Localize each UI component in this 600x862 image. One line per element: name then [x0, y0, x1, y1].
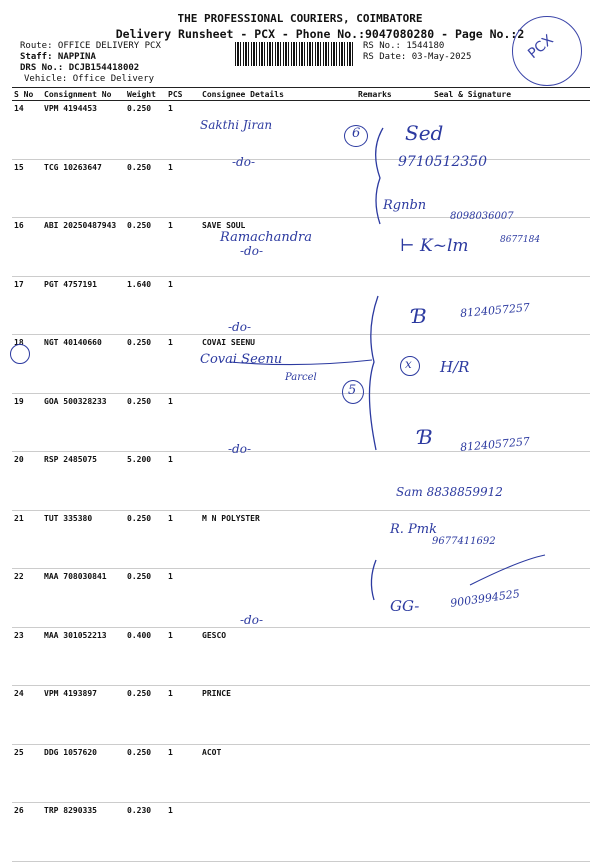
hw-r26-sign: 9003994525 [449, 587, 521, 610]
cell-pcs: 1 [166, 627, 200, 686]
cell-pcs: 1 [166, 276, 200, 335]
cell-weight: 5.200 [125, 452, 166, 511]
cell-sno: 15 [12, 159, 42, 218]
cell-consignment: RSP 2485075 [42, 452, 125, 511]
rs-date: RS Date: 03-May-2025 [363, 52, 472, 62]
hw-signature-scribble: R. Pmk [390, 522, 438, 537]
cell-weight: 0.250 [125, 159, 166, 218]
cell-pcs: 1 [166, 393, 200, 452]
cell-sno: 25 [12, 744, 42, 803]
cell-weight: 0.230 [125, 803, 166, 862]
col-consignment: Consignment No [42, 88, 125, 101]
col-consignee: Consignee Details [200, 88, 356, 101]
cell-weight: 0.250 [125, 686, 166, 745]
cell-remarks [356, 803, 408, 862]
company-name: THE PROFESSIONAL COURIERS, COIMBATORE [177, 12, 423, 25]
hw-x-mark: x [405, 357, 412, 371]
hw-r15-sign: 9710512350 [398, 154, 488, 170]
cell-weight: 0.250 [125, 744, 166, 803]
cell-consignee: SAVE SOUL [200, 218, 356, 277]
hw-r21-remark: 5 [348, 383, 357, 398]
cell-consignee: COVAI SEENU [200, 335, 356, 394]
hw-r23-sign: Sam 8838859912 [396, 485, 503, 499]
hw-r14-remark: 6 [352, 126, 361, 141]
hw-r22-ditto: -do- [228, 442, 252, 456]
cell-consignee: PRINCE [200, 686, 356, 745]
cell-pcs: 1 [166, 569, 200, 628]
cell-sno: 24 [12, 686, 42, 745]
table-row [12, 803, 590, 862]
cell-consignment: ABI 20250487943 [42, 218, 125, 277]
cell-consignment: MAA 708030841 [42, 569, 125, 628]
hw-signature-scribble: ⊢ K~lm [400, 236, 469, 256]
hw-signature-scribble: Ɓ [418, 425, 433, 449]
cell-sno: 22 [12, 569, 42, 628]
cell-consignment: NGT 40140660 [42, 335, 125, 394]
hw-r17-name: Ramachandra [220, 230, 312, 245]
hw-r14-name: Sakthi Jiran [200, 118, 273, 132]
hw-r20-name: Covai Seenu [200, 352, 283, 367]
cell-weight: 0.400 [125, 627, 166, 686]
cell-weight: 0.250 [125, 510, 166, 569]
col-pcs: PCS [166, 88, 200, 101]
cell-sno: 17 [12, 276, 42, 335]
col-weight: Weight [125, 88, 166, 101]
cell-pcs: 1 [166, 101, 200, 160]
stamp-text: PCX [525, 31, 557, 63]
cell-consignee: M N POLYSTER [200, 510, 356, 569]
cell-weight: 0.250 [125, 569, 166, 628]
cell-pcs: 1 [166, 452, 200, 511]
cell-sno: 19 [12, 393, 42, 452]
cell-consignment: MAA 301052213 [42, 627, 125, 686]
cell-sno: 14 [12, 101, 42, 160]
cell-pcs: 1 [166, 510, 200, 569]
cell-consignee [200, 803, 356, 862]
cell-weight: 1.640 [125, 276, 166, 335]
col-remarks: Remarks [356, 88, 408, 101]
cell-pcs: 1 [166, 686, 200, 745]
hw-signature-scribble: Rgnbn [383, 198, 427, 213]
cell-consignment: VPM 4194453 [42, 101, 125, 160]
cell-sno: 26 [12, 803, 42, 862]
cell-consignment: TCG 10263647 [42, 159, 125, 218]
hw-r17-ditto: -do- [240, 244, 264, 258]
cell-consignee: ACOT [200, 744, 356, 803]
hw-r19-sign: 8124057257 [459, 300, 531, 321]
cell-consignment: GOA 500328233 [42, 393, 125, 452]
hw-r22-sign: 8124057257 [459, 434, 531, 455]
runsheet-title: Delivery Runsheet - PCX - Phone No.:9047080280 - Page No.:2 [115, 27, 525, 41]
hw-r19-ditto: -do- [228, 320, 252, 334]
cell-pcs: 1 [166, 218, 200, 277]
cell-pcs: 1 [166, 335, 200, 394]
cell-sno: 21 [12, 510, 42, 569]
cell-weight: 0.250 [125, 335, 166, 394]
hw-r15-ditto: -do- [232, 155, 256, 169]
hw-r20-note: Parcel [285, 372, 317, 383]
cell-sno: 20 [12, 452, 42, 511]
drs-number: DRS No.: DCJB154418002 [20, 63, 140, 73]
staff-info: Staff: NAPPINA [20, 52, 96, 62]
route-info: Route: OFFICE DELIVERY PCX [20, 41, 161, 51]
cell-sno: 16 [12, 218, 42, 277]
cell-consignment: TUT 335380 [42, 510, 125, 569]
cell-sno: 23 [12, 627, 42, 686]
cell-pcs: 1 [166, 803, 200, 862]
hw-r20-sign: H/R [440, 358, 470, 376]
cell-weight: 0.250 [125, 218, 166, 277]
cell-consignment: PGT 4757191 [42, 276, 125, 335]
cell-sno: 18 [12, 335, 42, 394]
cell-consignment: DDG 1057620 [42, 744, 125, 803]
hw-signature-scribble: GG- [390, 597, 420, 615]
hw-r26-ditto: -do- [240, 613, 264, 627]
hw-r17-sign: 8677184 [500, 235, 541, 245]
hw-r16-sign: 8098036007 [450, 211, 514, 222]
cell-signature [408, 803, 590, 862]
hw-r24-sign: 9677411692 [432, 536, 496, 547]
cell-consignment: TRP 8290335 [42, 803, 125, 862]
hw-signature-scribble: Ɓ [412, 304, 427, 328]
vehicle-info: Vehicle: Office Delivery [24, 74, 155, 84]
cell-pcs: 1 [166, 744, 200, 803]
cell-weight: 0.250 [125, 393, 166, 452]
cell-weight: 0.250 [125, 101, 166, 160]
hw-signature-scribble: Sed [405, 121, 444, 145]
col-sno: S No [12, 88, 42, 101]
col-signature: Seal & Signature [408, 88, 590, 101]
cell-pcs: 1 [166, 159, 200, 218]
rs-number: RS No.: 1544180 [363, 41, 445, 51]
cell-consignment: VPM 4193897 [42, 686, 125, 745]
cell-consignee: GESCO [200, 627, 356, 686]
